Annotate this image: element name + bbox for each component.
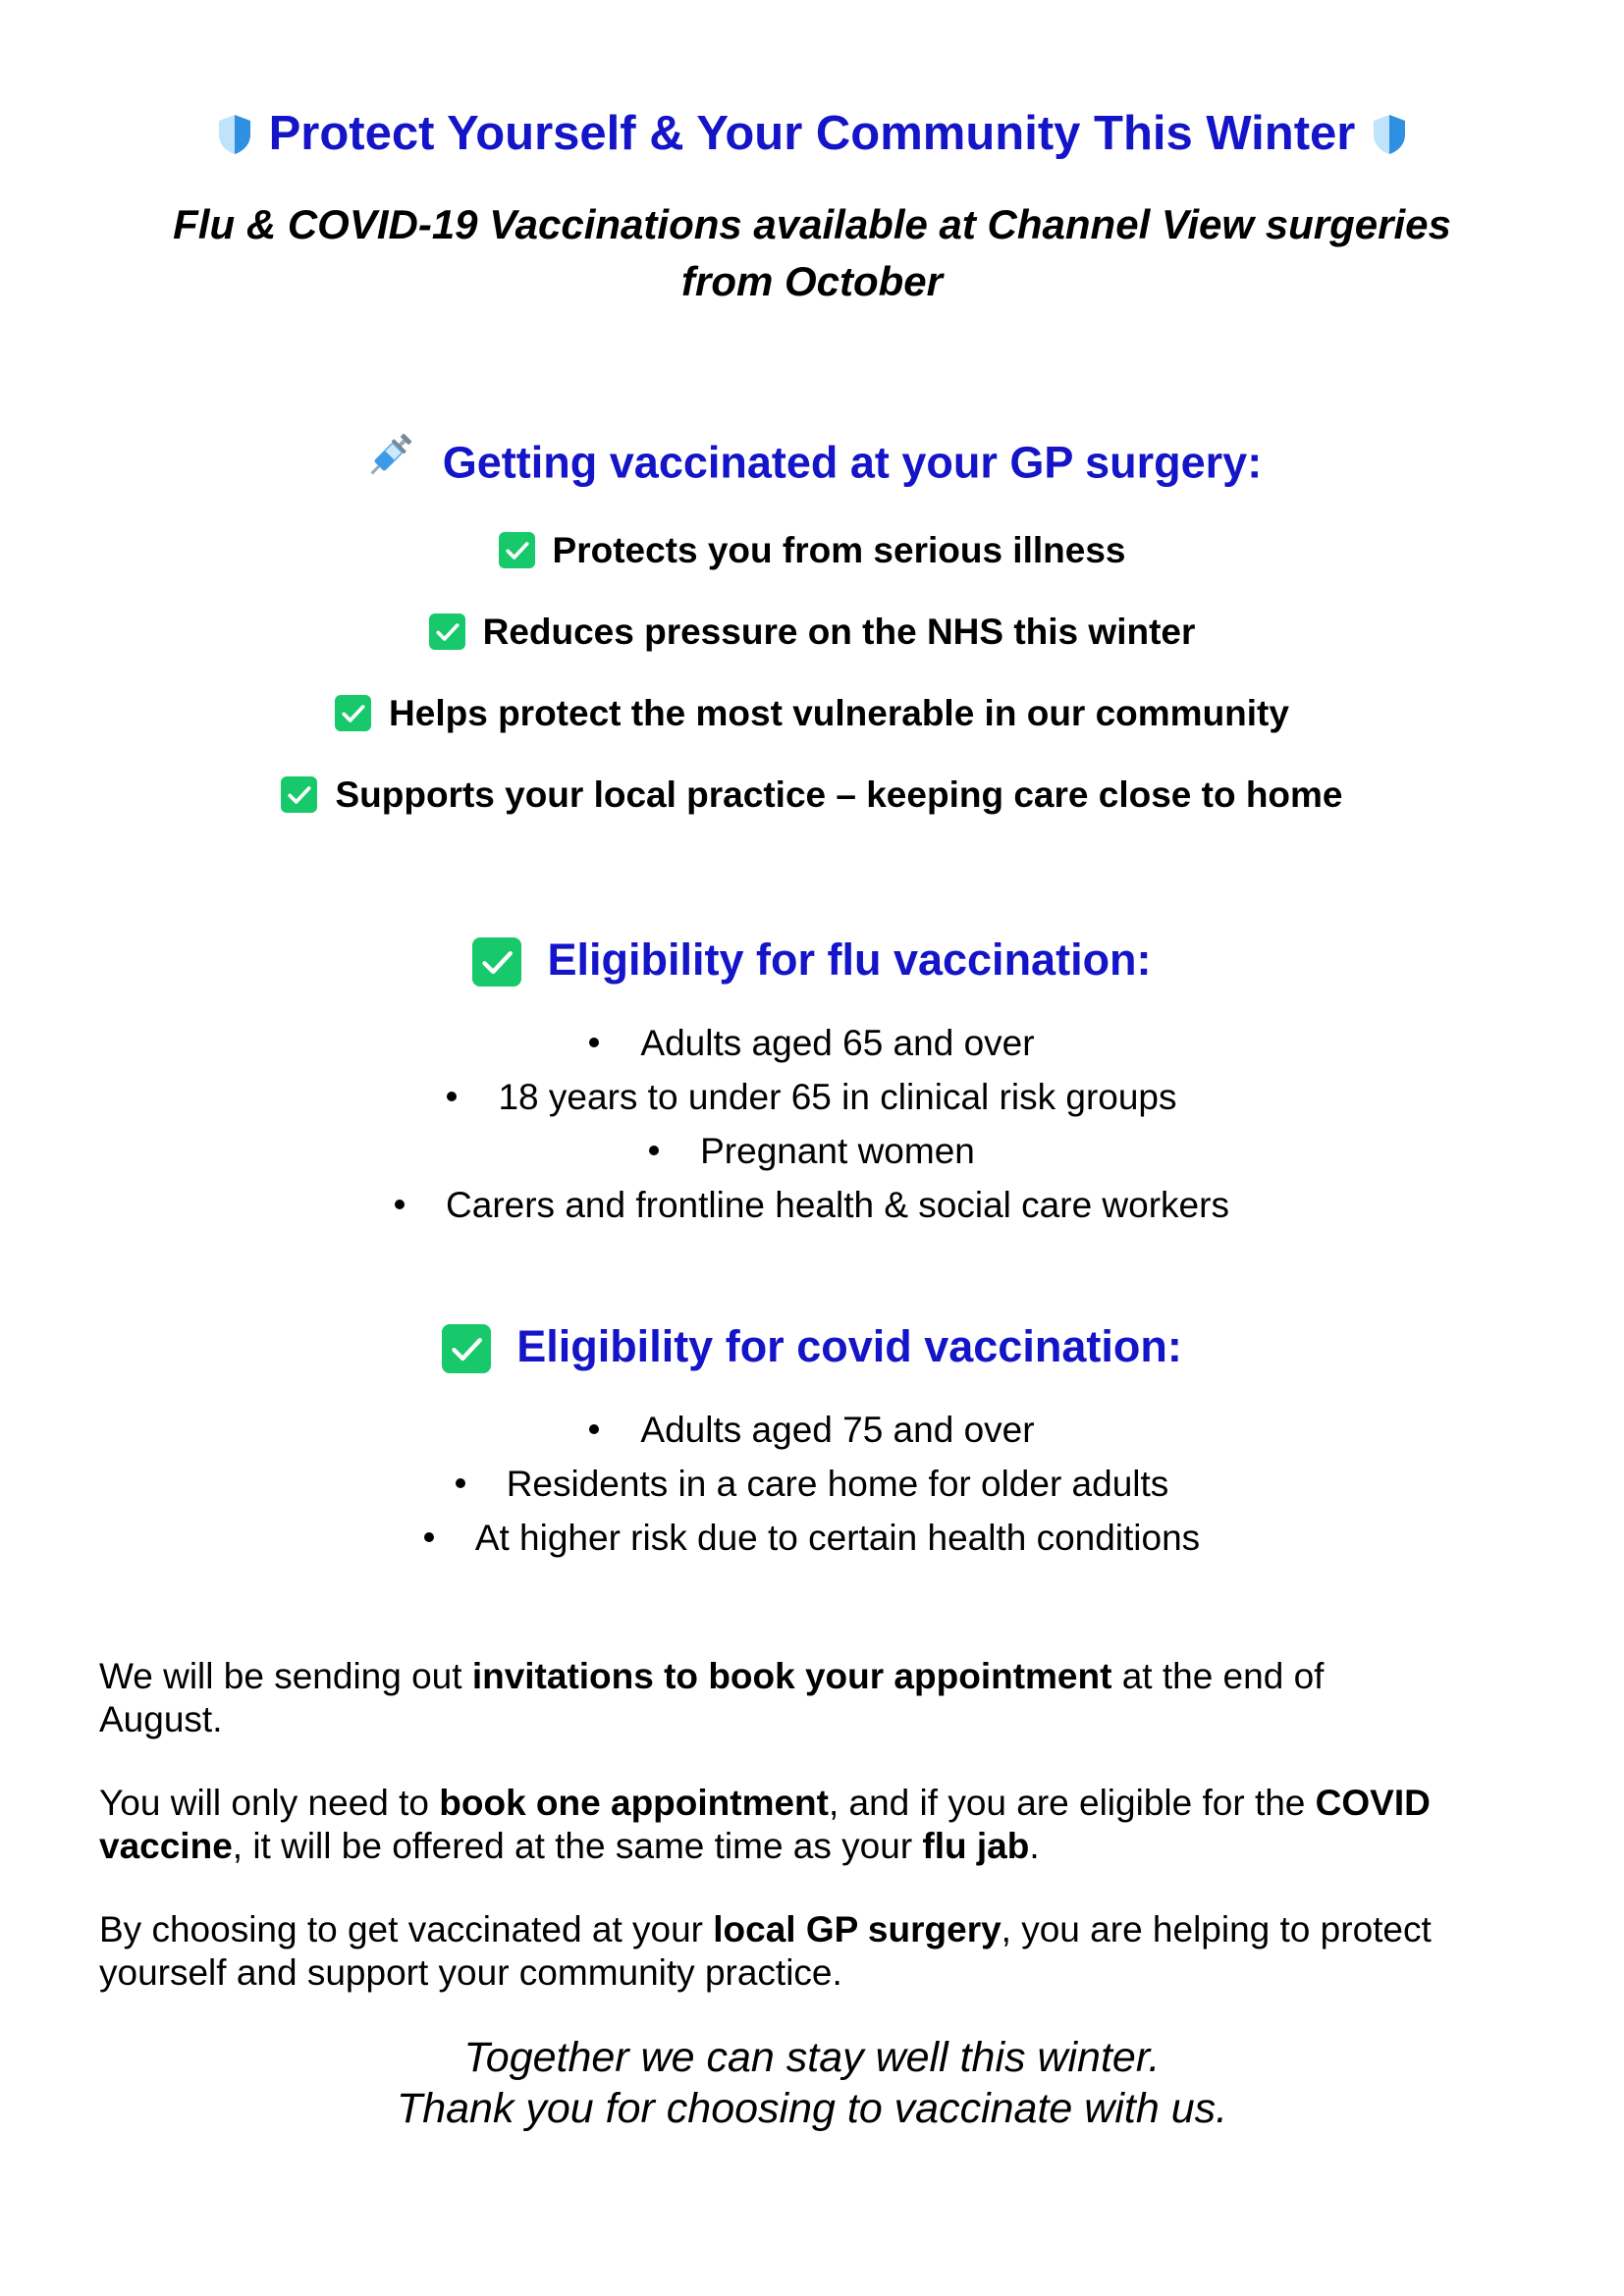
benefit-item	[0, 691, 1624, 736]
covid-list-item	[0, 1408, 1624, 1453]
flu-eligibility-heading	[0, 933, 1624, 990]
flu-item-text: Carers and frontline health & social care workers	[446, 1185, 1229, 1225]
flu-list-item	[0, 1129, 1624, 1174]
paragraph-emphasis: vaccine	[99, 1826, 233, 1866]
bullet-icon	[649, 1146, 659, 1155]
paragraph-emphasis: COVID	[1315, 1783, 1431, 1823]
benefits-heading-text: Getting vaccinated at your GP surgery:	[442, 437, 1263, 488]
paragraph-text: yourself and support your community practice.	[99, 1952, 842, 1993]
benefit-text: Supports your local practice – keeping care close to home	[335, 774, 1343, 815]
flu-heading-text: Eligibility for flu vaccination:	[547, 934, 1152, 985]
check-mark-icon	[499, 532, 535, 568]
flu-list-item	[0, 1021, 1624, 1066]
page-title	[0, 104, 1624, 163]
appointment-paragraph	[99, 1782, 1533, 1868]
flu-item-text: 18 years to under 65 in clinical risk groups	[498, 1077, 1177, 1117]
paragraph-emphasis: flu jab	[922, 1826, 1030, 1866]
closing-message	[0, 2032, 1624, 2134]
paragraph-text: By choosing to get vaccinated at your	[99, 1909, 714, 1949]
benefits-heading	[0, 432, 1624, 500]
covid-eligibility-heading	[0, 1319, 1624, 1377]
paragraph-text: August.	[99, 1699, 223, 1739]
bullet-icon	[395, 1200, 405, 1209]
paragraph-text: We will be sending out	[99, 1656, 472, 1696]
flu-list-item	[0, 1183, 1624, 1228]
benefit-item	[0, 773, 1624, 818]
closing-line: Together we can stay well this winter.	[463, 2034, 1161, 2081]
bullet-icon	[447, 1092, 457, 1101]
flu-item-text: Adults aged 65 and over	[640, 1023, 1035, 1063]
covid-list-item	[0, 1516, 1624, 1561]
bullet-icon	[589, 1038, 599, 1047]
flu-list-item	[0, 1075, 1624, 1120]
subtitle-line: Flu & COVID-19 Vaccinations available at Channel View surgeries	[173, 201, 1451, 247]
covid-item-text: At higher risk due to certain health conditions	[474, 1518, 1201, 1558]
flu-item-text: Pregnant women	[700, 1131, 975, 1171]
benefit-item	[0, 528, 1624, 573]
bullet-icon	[424, 1532, 434, 1542]
invitation-paragraph	[99, 1655, 1533, 1741]
shield-icon	[1371, 111, 1408, 154]
paragraph-text: , and if you are eligible for the	[828, 1783, 1316, 1823]
covid-item-text: Residents in a care home for older adults	[506, 1464, 1169, 1504]
check-mark-icon	[429, 614, 465, 650]
closing-line: Thank you for choosing to vaccinate with us.	[396, 2085, 1228, 2132]
subtitle-line: from October	[680, 258, 944, 304]
shield-icon	[216, 111, 253, 154]
paragraph-text: .	[1029, 1826, 1040, 1866]
benefit-item	[0, 610, 1624, 655]
covid-item-text: Adults aged 75 and over	[640, 1410, 1035, 1450]
syringe-icon	[362, 428, 417, 496]
benefit-text: Protects you from serious illness	[552, 530, 1126, 570]
check-mark-icon	[472, 932, 521, 987]
paragraph-text: You will only need to	[99, 1783, 440, 1823]
benefit-text: Reduces pressure on the NHS this winter	[482, 612, 1196, 652]
title-text: Protect Yourself & Your Community This Winter	[268, 107, 1356, 160]
benefit-text: Helps protect the most vulnerable in our community	[389, 693, 1289, 733]
paragraph-emphasis: invitations to book your appointment	[471, 1656, 1112, 1696]
paragraph-emphasis: local GP surgery	[713, 1909, 1001, 1949]
check-mark-icon	[335, 695, 371, 731]
paragraph-text: , it will be offered at the same time as your	[232, 1826, 923, 1866]
paragraph-text: at the end of	[1111, 1656, 1325, 1696]
covid-heading-text: Eligibility for covid vaccination:	[516, 1321, 1182, 1371]
bullet-icon	[589, 1424, 599, 1434]
subtitle	[0, 196, 1624, 310]
covid-list-item	[0, 1462, 1624, 1507]
paragraph-emphasis: book one appointment	[439, 1783, 829, 1823]
paragraph-text: , you are helping to protect	[1001, 1909, 1432, 1949]
check-mark-icon	[442, 1318, 491, 1373]
local-surgery-paragraph	[99, 1908, 1533, 1995]
check-mark-icon	[281, 776, 317, 813]
bullet-icon	[456, 1478, 465, 1488]
